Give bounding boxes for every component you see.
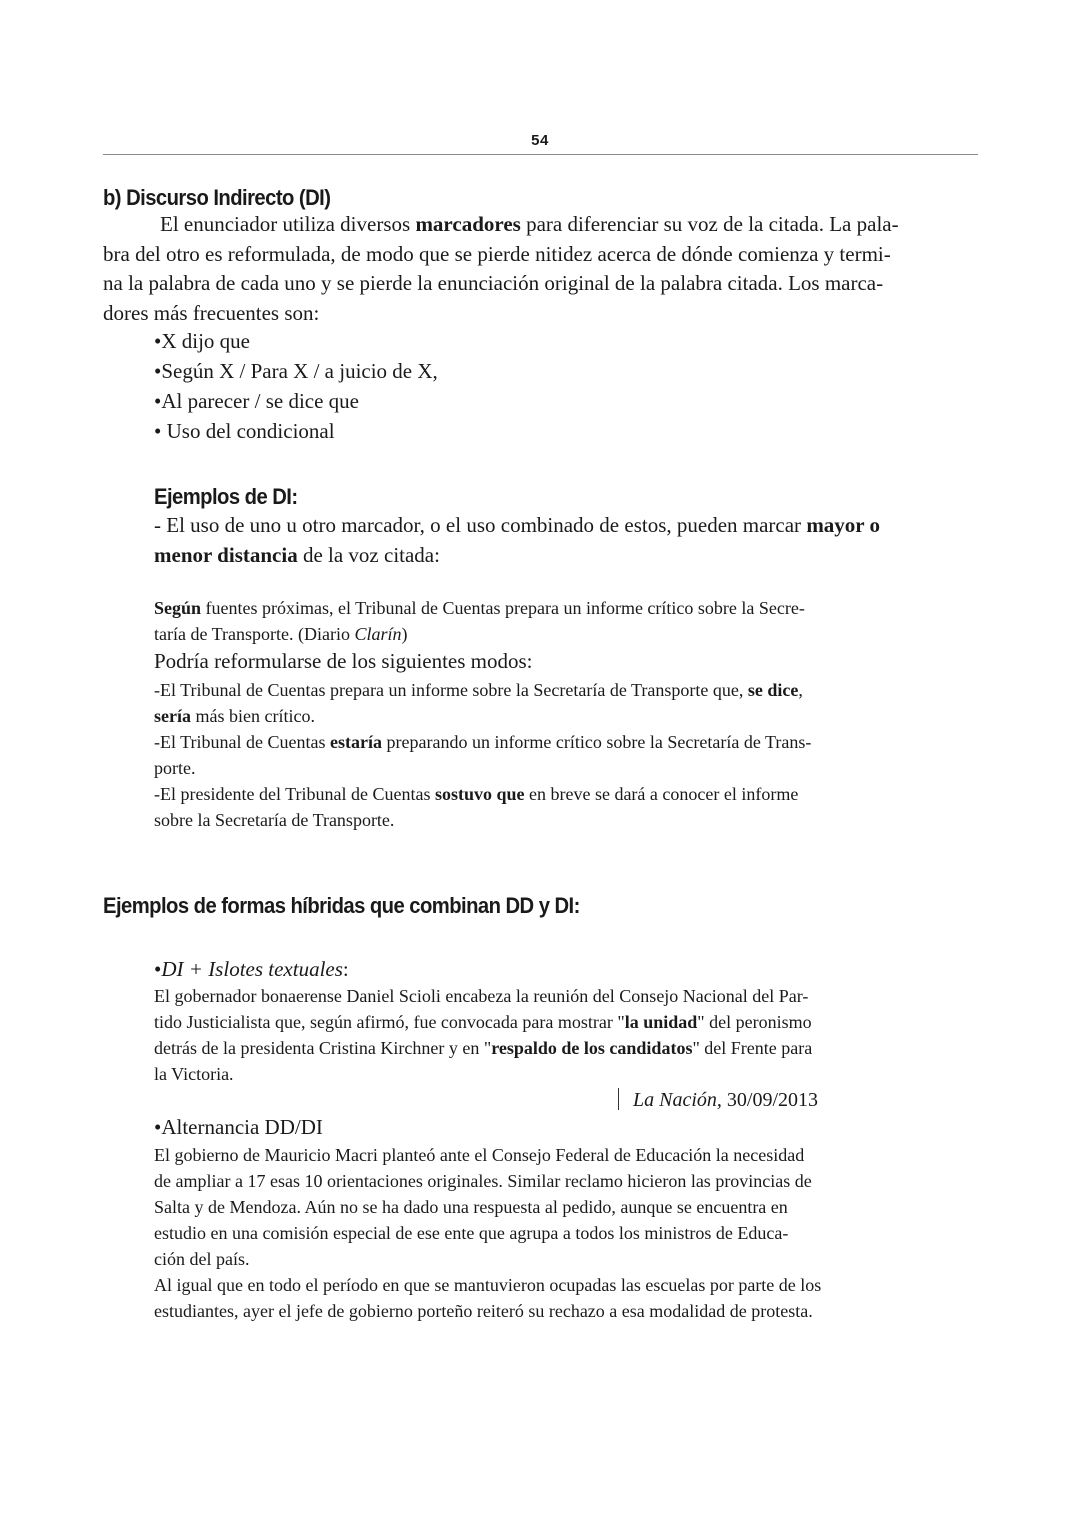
alternancia-line: Al igual que en todo el período en que se mantuvieron ocupadas las escuelas por parte de los <box>154 1275 822 1295</box>
marker-item: •Según X / Para X / a juicio de X, <box>154 359 438 383</box>
bold-term: marcadores <box>415 212 521 236</box>
intro-line-4: dores más frecuentes son: <box>103 300 320 325</box>
islotes-line-3: detrás de la presidenta Cristina Kirchner y en "respaldo de los candidatos" del Frente para <box>154 1038 813 1058</box>
markers-list <box>154 326 438 446</box>
quote-line-1: Según fuentes próximas, el Tribunal de Cuentas prepara un informe crítico sobre la Secre- <box>154 598 805 618</box>
reformulation-2-line-1: -El Tribunal de Cuentas estaría preparando un informe crítico sobre la Secretaría de Trans- <box>154 732 812 752</box>
page-number: 54 <box>531 132 549 149</box>
source-citation: La Nación, 30/09/2013 <box>618 1087 818 1113</box>
alternancia-paragraph <box>154 1142 926 1324</box>
examples-intro-line-2: menor distancia de la voz citada: <box>154 542 440 567</box>
islotes-label: •DI + Islotes textuales: <box>154 957 349 981</box>
intro-paragraph <box>103 210 978 328</box>
reformulation-2-line-2: porte. <box>154 758 196 778</box>
intro-line-2: bra del otro es reformulada, de modo que se pierde nitidez acerca de dónde comienza y termi- <box>103 241 891 266</box>
intro-line-1: El enunciador utiliza diversos marcadores para diferenciar su voz de la citada. La pala- <box>160 212 899 236</box>
reformulation-1-line-2: sería más bien crítico. <box>154 706 315 726</box>
alternancia-line: estudio en una comisión especial de ese ente que agrupa a todos los ministros de Educa- <box>154 1223 789 1243</box>
header-rule <box>103 154 978 155</box>
marker-item: •Al parecer / se dice que <box>154 389 359 413</box>
reformulation-1-line-1: -El Tribunal de Cuentas prepara un informe sobre la Secretaría de Transporte que, se dice, <box>154 680 803 700</box>
examples-intro-line-1: - El uso de uno u otro marcador, o el uso combinado de estos, pueden marcar mayor o <box>154 513 880 537</box>
section-heading-discurso-indirecto: b) Discurso Indirecto (DI) <box>103 185 331 210</box>
source-divider <box>618 1088 619 1110</box>
alternancia-label: •Alternancia DD/DI <box>154 1115 323 1139</box>
alternancia-line: ción del país. <box>154 1249 250 1269</box>
islotes-line-1: El gobernador bonaerense Daniel Scioli encabeza la reunión del Consejo Nacional del Par- <box>154 986 809 1006</box>
alternancia-line: estudiantes, ayer el jefe de gobierno porteño reiteró su rechazo a esa modalidad de protesta. <box>154 1301 813 1321</box>
hybrid-heading: Ejemplos de formas híbridas que combinan DD y DI: <box>103 893 580 918</box>
marker-item: •X dijo que <box>154 329 251 353</box>
examples-di-intro <box>154 511 978 570</box>
reformulation-3-line-1: -El presidente del Tribunal de Cuentas sostuvo que en breve se dará a conocer el informe <box>154 784 799 804</box>
alternancia-line: El gobierno de Mauricio Macri planteó ante el Consejo Federal de Educación la necesidad <box>154 1145 805 1165</box>
examples-di-heading: Ejemplos de DI: <box>154 484 298 509</box>
islotes-line-4: la Victoria. <box>154 1064 234 1084</box>
marker-item: • Uso del condicional <box>154 419 335 443</box>
intro-line-3: na la palabra de cada uno y se pierde la enunciación original de la palabra citada. Los marca- <box>103 271 884 295</box>
quote-line-2: taría de Transporte. (Diario Clarín) <box>154 624 408 644</box>
islotes-paragraph <box>154 983 926 1087</box>
reformulate-label: Podría reformularse de los siguientes modos: <box>154 649 533 673</box>
alternancia-line: Salta y de Mendoza. Aún no se ha dado una respuesta al pedido, aunque se encuentra en <box>154 1197 788 1217</box>
example-quote <box>154 595 926 647</box>
islotes-line-2: tido Justicialista que, según afirmó, fue convocada para mostrar "la unidad" del peronismo <box>154 1012 812 1032</box>
reformulations <box>154 677 926 833</box>
alternancia-line: de ampliar a 17 esas 10 orientaciones originales. Similar reclamo hicieron las provincias de <box>154 1171 812 1191</box>
reformulation-3-line-2: sobre la Secretaría de Transporte. <box>154 810 395 830</box>
